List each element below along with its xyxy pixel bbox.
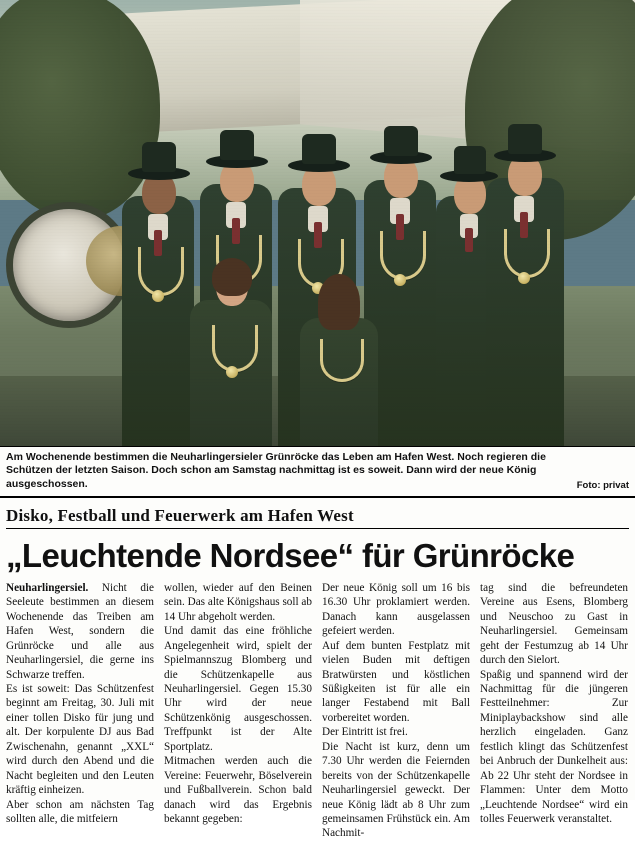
royal-chain [320, 339, 364, 382]
paragraph: Der Eintritt ist frei. [322, 726, 408, 739]
hair [212, 258, 252, 296]
medal [518, 272, 530, 284]
hat [302, 134, 336, 164]
article-kicker: Disko, Festball und Feuerwerk am Hafen West [6, 506, 354, 526]
royal-chain [212, 325, 258, 372]
person-front-left [186, 236, 276, 446]
royal-chain [504, 229, 550, 278]
article-headline: „Leuchtende Nordsee“ für Grünröcke [6, 537, 575, 575]
person-back-1 [118, 116, 196, 446]
person-back-6 [482, 94, 568, 446]
photo-credit: Foto: privat [576, 480, 629, 492]
hat [384, 126, 418, 156]
medal [152, 290, 164, 302]
paragraph: Der neue König soll um 16 bis 16.30 Uhr proklamiert werden. Danach kann ausgelassen gefeiert werden. [322, 581, 470, 638]
paragraph: wollen, wieder auf den Beinen sein. Das alte Königshaus soll ab 14 Uhr abgeholt werden. [164, 581, 312, 623]
paragraph: Mitmachen werden auch die Vereine: Feuerwehr, Böselverein und Fußballverein. Schon bald danach wird das Ergebnis bekannt gegeben: [164, 755, 312, 825]
article-column-3 [322, 581, 470, 841]
article-column-2 [164, 581, 312, 841]
person-front-right [296, 260, 382, 446]
medal [394, 274, 406, 286]
hat [220, 130, 254, 160]
paragraph-text: Nicht die Seeleute bestimmen an diesem Wochenende das Treiben am Hafen West, sondern die Grünröcke und alle aus Neuharlingersiel, die gerne ins Schwarze treffen. [6, 581, 154, 681]
hat [142, 142, 176, 172]
paragraph: Auf dem bunten Festplatz mit vielen Buden mit deftigen Bratwürsten und köstlichen Süßigkeiten ist für alle ein langer Festabend mit Ball vorbereitet worden. [322, 639, 470, 724]
medal [226, 366, 238, 378]
kicker-rule [6, 528, 629, 529]
paragraph: Die Nacht ist kurz, denn um 7.30 Uhr werden die Feiernden bereits von der Schützenkapelle Neuharlingersiel geweckt. Der neue König lädt ab 8 Uhr zum gemeinsamen Frühstück ein. Am Nachmit- [322, 740, 470, 840]
paragraph: Es ist soweit: Das Schützenfest beginnt am Freitag, 30. Juli mit einer tollen Disko für jung und alt. Der korpulente DJ aus Bad Zwischenahn, genannt „XXL“ wird durch den Abend und die Nacht begleiten und den Leuten kräftig einheizen. [6, 683, 154, 797]
photo-caption: Am Wochenende bestimmen die Neuharlingersieler Grünröcke das Leben am Hafen West. Noch regieren die Schützen der letzten Saison. Doch schon am Samstag nachmittag ist es soweit. Dann wird der neue König ausgeschossen. [6, 451, 546, 490]
hair [318, 274, 360, 330]
paragraph [6, 581, 154, 682]
paragraph: Und damit das eine fröhliche Angelegenheit wird, spielt der Spielmannszug Blomberg und die Schützenkapelle aus Neuharlingersiel. Gegen 15.30 Uhr wird der neue Schützenkönig ausgeschossen. Treffpunkt ist der Alte Sportplatz. [164, 625, 312, 753]
royal-chain [138, 247, 184, 296]
article-column-4 [480, 581, 628, 841]
paragraph: Spaßig und spannend wird der Nachmittag für die jüngeren Festteilnehmer: Zur Miniplaybackshow sind alle herzlich eingeladen. Ganz festlich klingt das Schützenfest bei Anbruch der Dunkelheit aus: Ab 22 Uhr steht der Nordsee in Flammen: Unter dem Motto „Leuchtende Nordsee“ wird ein tolles Feuerwerk veranstaltet. [480, 668, 628, 825]
uniform-jacket [300, 318, 378, 446]
article-column-1 [6, 581, 154, 841]
photo-caption-box [0, 446, 635, 498]
tie [465, 228, 473, 252]
paragraph: tag sind die befreundeten Vereine aus Esens, Blomberg und Neuschoo zu Gast in Neuharlingersiel. Gemeinsam geht der Festumzug ab 14 Uhr durch den Sielort. [480, 581, 628, 667]
dateline: Neuharlingersiel. [6, 581, 89, 594]
hat [508, 124, 542, 154]
paragraph: Aber schon am nächsten Tag sollten alle, die mitfeiern [6, 798, 154, 825]
royal-chain [380, 231, 426, 280]
article-body [0, 581, 635, 841]
